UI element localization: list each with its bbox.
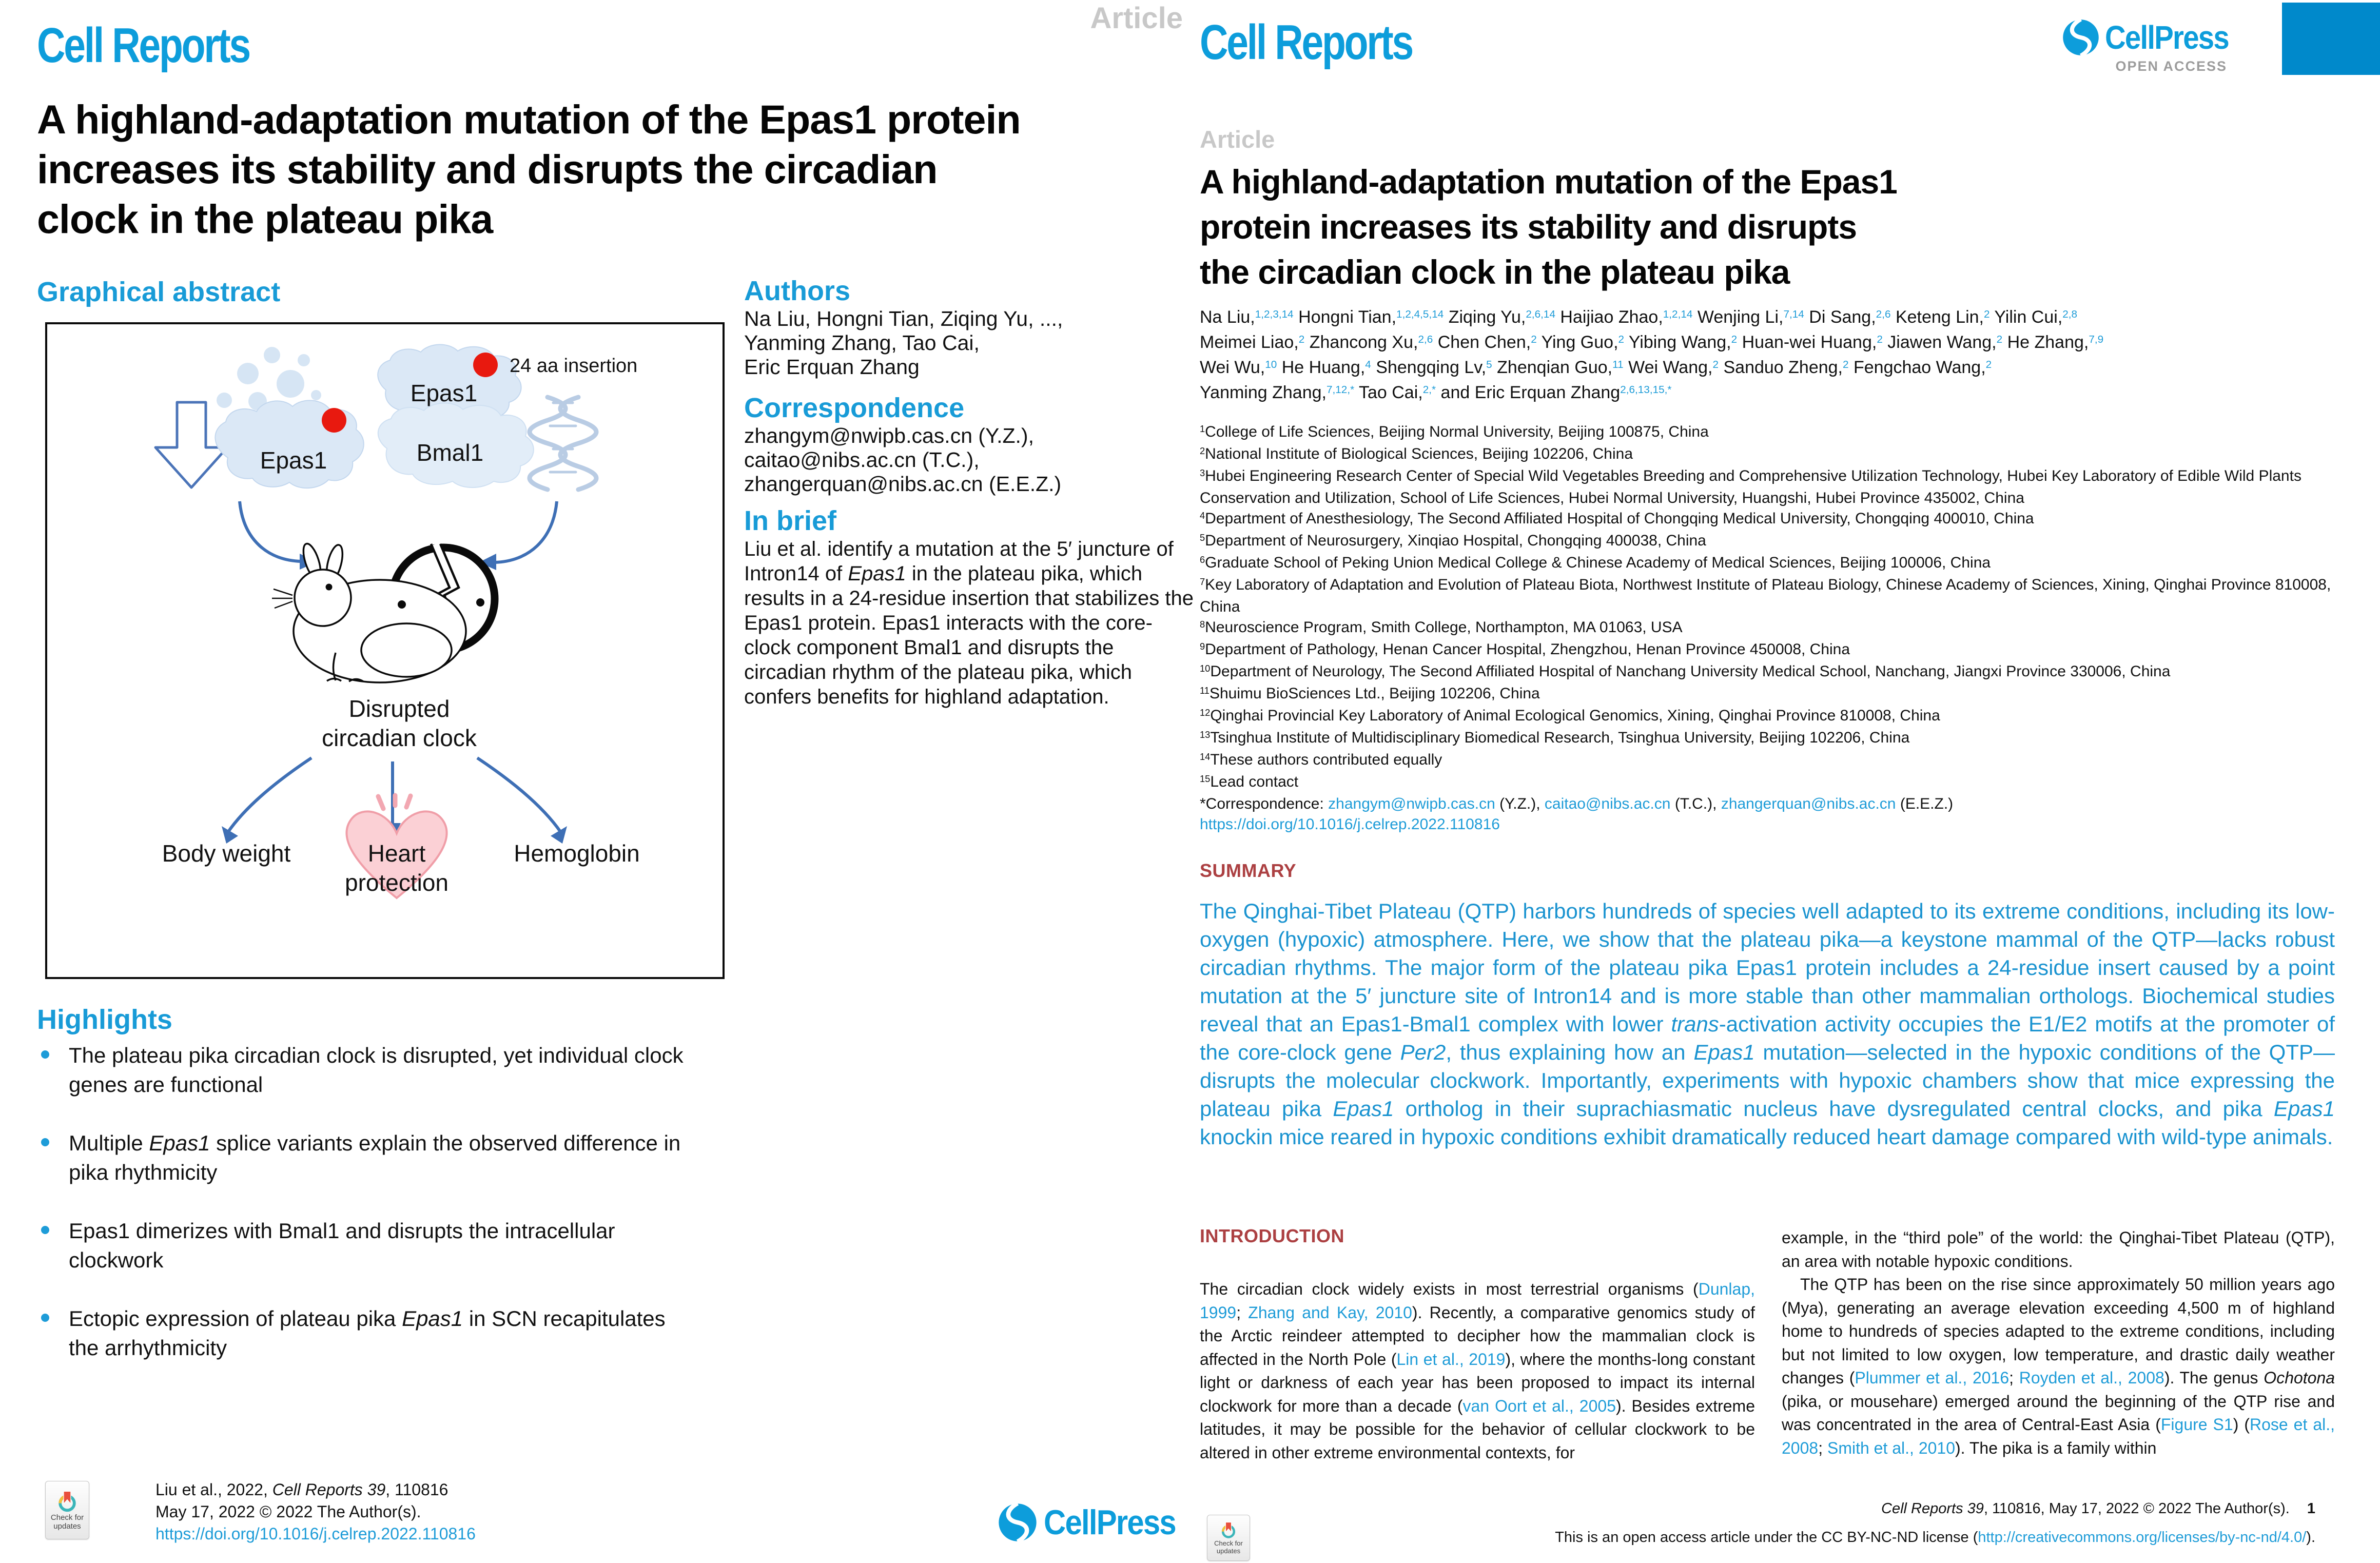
superscript: 2 <box>1983 308 1990 320</box>
text-run: Wei Wu, <box>1200 358 1265 377</box>
affiliation <box>1200 466 2335 509</box>
affiliation-number: 10 <box>1200 662 1211 674</box>
text-run: ; <box>2009 1369 2019 1387</box>
affiliation <box>1200 683 2335 706</box>
introduction-heading: INTRODUCTION <box>1200 1225 1344 1246</box>
title-line: protein increases its stability and disrupts <box>1200 208 1857 246</box>
text-run: ; <box>1818 1438 1827 1457</box>
summary-text <box>1200 897 2335 1151</box>
reference-link[interactable]: https://doi.org/10.1016/j.celrep.2022.110816 <box>1200 816 1500 833</box>
superscript: 7,12,* <box>1326 383 1355 396</box>
heart-label-line1: Heart <box>367 840 426 867</box>
text-run: Zhenqian Guo, <box>1492 358 1613 377</box>
page-number: 1 <box>2307 1500 2315 1517</box>
check-for-updates-button[interactable] <box>1207 1515 1250 1561</box>
affiliation-number: 5 <box>1200 532 1205 543</box>
paper-title <box>37 94 1217 244</box>
reference-link[interactable]: Dunlap, 1999 <box>1200 1280 1755 1322</box>
text-run: Key Laboratory of Adaptation and Evolution of Plateau Biota, Northwest Institute of Plateau Biology, Chinese Academy of Sciences, Xining, Qinghai Province 810008, China <box>1200 576 2331 615</box>
text-run: Qinghai Provincial Key Laboratory of Animal Ecological Genomics, Xining, Qinghai Province 810008, China <box>1210 707 1940 724</box>
text-run: mutation—selected in the hypoxic conditions of the QTP—disrupts the molecular clockwork. Importantly, experiments with hypoxic chambers show that mice expressing the plateau pika <box>1200 1040 2335 1121</box>
text-run: Epas1 <box>402 1306 463 1331</box>
text-run: ). <box>2306 1529 2315 1546</box>
text-run: (Y.Z.), <box>1495 795 1545 812</box>
affiliation <box>1200 794 2335 814</box>
text-run: Epas1 <box>848 562 906 585</box>
affiliation <box>1200 814 2335 835</box>
badge-text: Check for <box>1214 1539 1243 1547</box>
text-run: in the plateau pika, which results in a 24-residue insertion that stabilizes the Epas1 protein. Epas1 interacts with the core-clock component Bmal1 and disrupts the circadian rhythm of the plateau pika, which confers benefits for highland adaptation. <box>744 562 1194 708</box>
text-run: Wenjing Li, <box>1692 307 1784 327</box>
text-run: ). The pika is a family within <box>1955 1438 2157 1457</box>
superscript: 2 <box>1996 333 2003 345</box>
affiliation-number: 15 <box>1200 773 1211 784</box>
intro-paragraph <box>1782 1226 2335 1273</box>
text-run: Ochotona <box>2264 1369 2335 1387</box>
text-run: The Qinghai-Tibet Plateau (QTP) harbors hundreds of species well adapted to its extreme conditions, including its low-oxygen (hypoxic) atmosphere. Here, we show that the plateau pika—a keystone mammal of the QTP—lacks robust circadian rhythms. The major form of the plateau pika Epas1 protein includes a 24-residue insert caused by a point mutation at the 5′ juncture site of Intron14 and is more stable than other mammalian orthologs. Biochemical studies reveal that an Epas1-Bmal1 complex with lower <box>1200 899 2335 1036</box>
text-run: (pika, or mousehare) emerged around the beginning of the QTP rise and was concentrated in the area of Central-East Asia ( <box>1782 1392 2335 1434</box>
introduction-column-1 <box>1200 1278 1755 1464</box>
superscript: 2,* <box>1422 383 1436 396</box>
text-run: Department of Pathology, Henan Cancer Hospital, Zhengzhou, Henan Province 450008, China <box>1205 641 1850 658</box>
affiliations-block <box>1200 422 2335 835</box>
text-run: Na Liu, <box>1200 307 1255 327</box>
text-run: Huan-wei Huang, <box>1737 333 1877 352</box>
text-line <box>1200 356 2359 381</box>
text-run: splice variants explain the observed difference in pika rhythmicity <box>69 1131 681 1184</box>
text-run: The plateau pika circadian clock is disrupted, yet individual clock genes are functional <box>69 1043 684 1097</box>
text-run: This is an open access article under the CC BY-NC-ND license ( <box>1555 1529 1978 1546</box>
reference-link[interactable]: Rose et al., 2008 <box>1782 1415 2335 1457</box>
text-line: zhangerquan@nibs.ac.cn (E.E.Z.) <box>744 472 1062 496</box>
check-for-updates-button[interactable] <box>45 1481 89 1539</box>
text-line: Na Liu, Hongni Tian, Ziqing Yu, ..., <box>744 307 1063 330</box>
corner-color-block <box>2282 3 2380 75</box>
article-type-label: Article <box>1090 2 1183 35</box>
superscript: 2 <box>1985 358 1992 370</box>
text-run <box>363 1480 367 1499</box>
affiliation-number: 11 <box>1200 685 1209 696</box>
highlight-item <box>37 1304 694 1362</box>
hemoglobin-label: Hemoglobin <box>514 840 640 867</box>
superscript: 2,6 <box>1876 308 1891 320</box>
reference-link[interactable]: Plummer et al., 2016 <box>1855 1369 2010 1387</box>
text-run: Sanduo Zheng, <box>1719 358 1843 377</box>
reference-link[interactable]: Figure S1 <box>2160 1415 2233 1434</box>
in-brief-heading: In brief <box>744 505 837 536</box>
bmal1-label: Bmal1 <box>416 439 484 466</box>
text-run: Yibing Wang, <box>1624 333 1731 352</box>
text-run: Department of Anesthesiology, The Second Affiliated Hospital of Chongqing Medical University, Chongqing 400010, China <box>1205 510 2034 527</box>
heart-label-line2: protection <box>344 869 449 896</box>
insertion-dot-icon <box>322 408 346 433</box>
text-line: Yanming Zhang, Tao Cai, <box>744 331 980 355</box>
superscript: 2 <box>1731 333 1738 345</box>
text-run: Jiawen Wang, <box>1882 333 1997 352</box>
text-run: , 110816 <box>385 1480 448 1499</box>
superscript: 5 <box>1486 358 1492 370</box>
superscript: 2,8 <box>2062 308 2078 320</box>
text-run: Ying Guo, <box>1536 333 1618 352</box>
badge-text: updates <box>1216 1547 1241 1555</box>
article-type-label: Article <box>1200 126 1275 153</box>
open-access-label: OPEN ACCESS <box>2115 58 2227 74</box>
footer-citation <box>1881 1500 2290 1517</box>
authors-preview <box>744 307 1063 379</box>
insertion-dot-icon <box>473 353 498 377</box>
text-run: Epas1 <box>149 1131 210 1155</box>
reference-link[interactable]: Royden et al., 2008 <box>2019 1369 2164 1387</box>
affiliation <box>1200 531 2335 553</box>
epas1-right-label: Epas1 <box>410 380 478 406</box>
circadian-clock-label: circadian clock <box>322 725 477 751</box>
text-run: Neuroscience Program, Smith College, Northampton, MA 01063, USA <box>1205 619 1683 636</box>
highlights-heading: Highlights <box>37 1004 172 1035</box>
reference-link[interactable]: caitao@nibs.ac.cn <box>1544 795 1671 812</box>
affiliation <box>1200 728 2335 750</box>
insertion-label: 24 aa insertion <box>510 355 638 377</box>
text-run: Multiple <box>69 1131 149 1155</box>
text-run: ). Besides extreme latitudes, it may be possible for the behavior of cellular clockwork to be altered in other extreme environmental contexts, for <box>1200 1396 1755 1462</box>
paper-title <box>1200 159 2226 295</box>
text-run: Cell Reports <box>1881 1500 1963 1517</box>
text-run: Shuimu BioSciences Ltd., Beijing 102206, China <box>1209 685 1540 702</box>
superscript: 1,2,3,14 <box>1255 308 1294 320</box>
text-run: Tao Cai, <box>1354 383 1423 402</box>
text-run: Liu et al. identify a mutation at the 5′ juncture of Intron14 of <box>744 538 1174 585</box>
in-brief-text <box>744 537 1195 709</box>
check-updates-icon <box>1219 1521 1238 1539</box>
affiliation-number: 7 <box>1200 576 1205 587</box>
superscript: 2 <box>1618 333 1625 345</box>
affiliation <box>1200 661 2335 683</box>
text-run: Ziqing Yu, <box>1443 307 1526 327</box>
journal-logo: Cell Reports <box>1200 15 1412 70</box>
superscript: 2 <box>1843 358 1849 370</box>
clock-dot <box>476 598 484 607</box>
highlight-item <box>37 1128 694 1187</box>
superscript: 2,6,13,15,* <box>1620 383 1672 396</box>
affiliation <box>1200 639 2335 661</box>
text-run: Epas1 <box>1693 1040 1755 1064</box>
text-run: Cell Reports <box>272 1480 363 1499</box>
affiliation <box>1200 575 2335 617</box>
affiliation-number: 2 <box>1200 445 1205 456</box>
superscript: 2 <box>1877 333 1883 345</box>
superscript: 2 <box>1531 333 1537 345</box>
text-run: ; <box>1236 1303 1248 1322</box>
text-run: ). Recently, a comparative genomics study of the Arctic reindeer attempted to decipher how the mammalian clock is affected in the North Pole ( <box>1200 1303 1755 1369</box>
cellpress-swoosh-icon <box>998 1502 1038 1542</box>
doi-link[interactable]: https://doi.org/10.1016/j.celrep.2022.110816 <box>155 1525 476 1543</box>
reference-link[interactable]: Lin et al., 2019 <box>1396 1350 1506 1369</box>
text-run: Epas1 dimerizes with Bmal1 and disrupts the intracellular clockwork <box>69 1219 615 1272</box>
cellpress-wordmark: CellPress <box>2105 19 2229 56</box>
text-line: caitao@nibs.ac.cn (T.C.), <box>744 448 980 472</box>
affiliation-number: 12 <box>1200 707 1211 718</box>
text-run: College of Life Sciences, Beijing Normal University, Beijing 100875, China <box>1205 423 1709 440</box>
superscript: 2,6 <box>1418 333 1433 345</box>
affiliation <box>1200 444 2335 466</box>
title-line: A highland-adaptation mutation of the Epas1 protein <box>37 96 1021 142</box>
text-run: Chen Chen, <box>1433 333 1531 352</box>
epas1-left-label: Epas1 <box>260 447 327 474</box>
text-run: Hongni Tian, <box>1293 307 1397 327</box>
title-line: increases its stability and disrupts the circadian <box>37 146 938 192</box>
superscript: 7,9 <box>2089 333 2104 345</box>
text-run: trans <box>1671 1012 1719 1036</box>
affiliation <box>1200 750 2335 772</box>
superscript: 4 <box>1365 358 1371 370</box>
text-run: National Institute of Biological Sciences, Beijing 102206, China <box>1205 445 1633 462</box>
affiliation <box>1200 553 2335 575</box>
text-run: Department of Neurology, The Second Affiliated Hospital of Nanchang University Medical School, Nanchang, Jiangxi Province 330006, China <box>1210 663 2171 680</box>
disrupted-label: Disrupted <box>348 695 450 722</box>
text-line <box>1200 331 2359 356</box>
cellpress-wordmark: CellPress <box>1044 1503 1176 1542</box>
text-run: Liu et al., 2022, <box>155 1480 272 1499</box>
text-run: ). The genus <box>2164 1369 2264 1387</box>
affiliation <box>1200 772 2335 794</box>
authors-heading: Authors <box>744 276 850 306</box>
superscript: 10 <box>1265 358 1277 370</box>
citation-block <box>155 1479 476 1545</box>
dna-icon <box>530 397 596 490</box>
affiliation <box>1200 617 2335 639</box>
text-run: Lead contact <box>1210 773 1299 790</box>
intro-paragraph <box>1782 1273 2335 1460</box>
reference-link[interactable]: zhangerquan@nibs.ac.cn <box>1721 795 1896 812</box>
text-run: 39 <box>367 1480 386 1499</box>
highlight-item <box>37 1216 694 1275</box>
affiliation-number: 3 <box>1200 467 1205 478</box>
title-line: the circadian clock in the plateau pika <box>1200 253 1790 291</box>
text-run: Graduate School of Peking Union Medical College & Chinese Academy of Medical Sciences, Beijing 100006, China <box>1205 554 1991 571</box>
reference-link[interactable]: Smith et al., 2010 <box>1827 1438 1955 1457</box>
text-run: , 110816, May 17, 2022 © 2022 The Author(s). <box>1983 1500 2290 1517</box>
affiliation <box>1200 422 2335 444</box>
running-footer <box>1519 1500 2315 1517</box>
summary-heading: SUMMARY <box>1200 860 1297 881</box>
text-run: Epas1 <box>2273 1097 2335 1121</box>
text-run: Zhancong Xu, <box>1304 333 1418 352</box>
text-run: Haijiao Zhao, <box>1555 307 1663 327</box>
highlight-item <box>37 1041 694 1099</box>
affiliation-number: 14 <box>1200 751 1211 762</box>
text-run: Wei Wang, <box>1623 358 1713 377</box>
text-run: Hubei Engineering Research Center of Special Wild Vegetables Breeding and Comprehensive Utilization Technology, Hubei Key Laboratory of Edible Wild Plants Conservation and Utilization, School of Life Sciences, Hubei Normal University, Huangshi, Hubei Province 435002, China <box>1200 467 2301 506</box>
text-run: Shengqing Lv, <box>1371 358 1487 377</box>
title-line: A highland-adaptation mutation of the Epas1 <box>1200 163 1897 201</box>
affiliation <box>1200 706 2335 728</box>
text-run: Ectopic expression of plateau pika <box>69 1306 402 1331</box>
reference-link[interactable]: zhangym@nwipb.cas.cn <box>1328 795 1495 812</box>
graphical-abstract-figure <box>45 322 725 979</box>
text-run: Fengchao Wang, <box>1848 358 1986 377</box>
text-run: and Eric Erquan Zhang <box>1436 383 1621 402</box>
superscript: 1,2,14 <box>1663 308 1693 320</box>
affiliation <box>1200 509 2335 531</box>
text-line: zhangym@nwipb.cas.cn (Y.Z.), <box>744 424 1034 447</box>
text-run: Yilin Cui, <box>1989 307 2063 327</box>
graphical-abstract-illustration <box>47 324 723 977</box>
affiliation-number: 4 <box>1200 510 1205 521</box>
badge-text: updates <box>53 1522 81 1531</box>
text-run: Keteng Lin, <box>1890 307 1984 327</box>
cellpress-logo <box>2062 18 2246 56</box>
text-run: ) ( <box>2233 1415 2250 1434</box>
superscript: 2,6,14 <box>1526 308 1555 320</box>
text-run: Di Sang, <box>1804 307 1876 327</box>
badge-text: Check for <box>50 1513 84 1522</box>
text-run: Per2 <box>1400 1040 1446 1064</box>
superscript: 11 <box>1612 358 1624 370</box>
text-run: (T.C.), <box>1670 795 1721 812</box>
title-line: clock in the plateau pika <box>37 196 493 242</box>
affiliation-number: 8 <box>1200 618 1205 630</box>
check-updates-icon <box>55 1490 79 1513</box>
text-line: Eric Erquan Zhang <box>744 355 920 379</box>
text-run: He Huang, <box>1277 358 1365 377</box>
text-run: -activation activity occupies the E1/E2 motifs at the promoter of the core-clock gene <box>1200 1012 2335 1064</box>
clock-dot <box>398 600 406 609</box>
graphical-abstract-heading: Graphical abstract <box>37 277 281 307</box>
license-line <box>1314 1529 2315 1546</box>
text-run: Yanming Zhang, <box>1200 383 1326 402</box>
text-run: These authors contributed equally <box>1210 751 1442 768</box>
text-run <box>1963 1500 1967 1517</box>
text-run: *Correspondence: <box>1200 795 1329 812</box>
text-run: example, in the “third pole” of the world: the Qinghai-Tibet Plateau (QTP), an area with notable hypoxic conditions. <box>1782 1228 2335 1271</box>
text-run: Meimei Liao, <box>1200 333 1299 352</box>
citation-line <box>155 1479 476 1501</box>
journal-logo: Cell Reports <box>37 18 249 73</box>
text-run: (E.E.Z.) <box>1896 795 1954 812</box>
reference-link[interactable]: http://creativecommons.org/licenses/by-nc-nd/4.0/ <box>1978 1529 2307 1546</box>
text-run: The QTP has been on the rise since approximately 50 million years ago (Mya), generating an average elevation exceeding 4,500 m of highland home to hundreds of species adapted to the extreme conditions, including but not limited to low oxygen, low temperature, and drastic daily weather changes ( <box>1782 1275 2335 1387</box>
superscript: 2 <box>1298 333 1305 345</box>
text-run: knockin mice reared in hypoxic conditions exhibit dramatically reduced heart damage compared with wild-type animals. <box>1200 1125 2333 1149</box>
text-run: , thus explaining how an <box>1446 1040 1694 1064</box>
highlights-list <box>37 1041 694 1392</box>
text-line <box>1200 381 2359 406</box>
text-run: Epas1 <box>1333 1097 1394 1121</box>
cellpress-logo-footer <box>998 1502 1194 1542</box>
text-run: Department of Neurosurgery, Xinqiao Hospital, Chongqing 400038, China <box>1205 532 1706 549</box>
text-run: Tsinghua Institute of Multidisciplinary Biomedical Research, Tsinghua University, Beijing 102206, China <box>1210 729 1910 746</box>
correspondence-emails <box>744 424 1061 496</box>
affiliation-number: 13 <box>1200 729 1211 740</box>
superscript: 2 <box>1712 358 1719 370</box>
correspondence-heading: Correspondence <box>744 393 965 423</box>
superscript: 7,14 <box>1783 308 1804 320</box>
reference-link[interactable]: Zhang and Kay, 2010 <box>1248 1303 1412 1322</box>
text-line <box>1200 306 2359 331</box>
affiliation-number: 6 <box>1200 554 1205 565</box>
reference-link[interactable]: van Oort et al., 2005 <box>1462 1396 1616 1415</box>
author-list <box>1200 306 2359 406</box>
affiliation-number: 9 <box>1200 640 1205 652</box>
flow-arrows <box>240 501 557 562</box>
text-run: The circadian clock widely exists in most terrestrial organisms ( <box>1200 1280 1699 1298</box>
affiliation-number: 1 <box>1200 423 1205 434</box>
citation-date: May 17, 2022 © 2022 The Author(s). <box>155 1502 421 1521</box>
superscript: 1,2,4,5,14 <box>1396 308 1444 320</box>
text-run: He Zhang, <box>2002 333 2089 352</box>
text-run: ortholog in their suprachiasmatic nucleus have dysregulated central clocks, and pika <box>1394 1097 2274 1121</box>
body-weight-label: Body weight <box>162 840 291 867</box>
text-run: ), where the months-long constant light or darkness of each year has been proposed to impact its internal clockwork for more than a decade ( <box>1200 1350 1755 1415</box>
introduction-column-2 <box>1782 1226 2335 1460</box>
cellpress-swoosh-icon <box>2062 18 2100 56</box>
text-run: 39 <box>1967 1500 1984 1517</box>
text-run: in SCN recapitulates the arrhythmicity <box>69 1306 666 1360</box>
